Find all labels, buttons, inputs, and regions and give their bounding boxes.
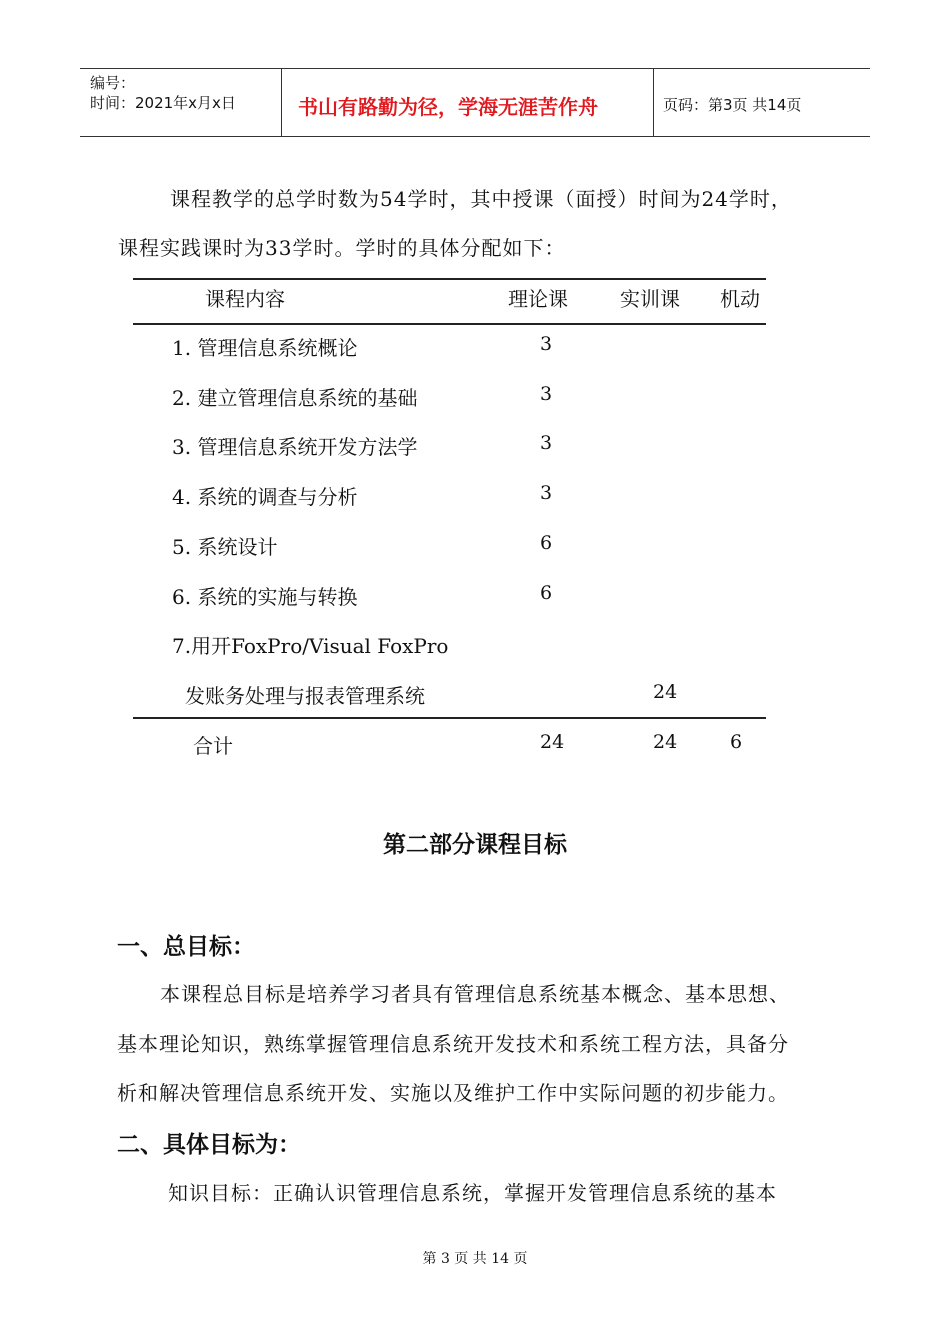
table-total-theory: 24 — [540, 731, 565, 753]
table-total-flex: 6 — [730, 731, 743, 753]
table-header-rule — [133, 323, 766, 325]
time-label: 时间：2021年x月x日 — [90, 94, 236, 112]
header-divider — [281, 68, 282, 137]
table-row-content: 2. 建立管理信息系统的基础 — [172, 386, 418, 410]
header-bottom-border — [80, 136, 870, 137]
table-row-practice: 24 — [653, 681, 678, 703]
goal-heading-overall: 一、总目标： — [117, 934, 255, 960]
goal-specific-line-1: 知识目标：正确认识管理信息系统，掌握开发管理信息系统的基本 — [168, 1181, 777, 1205]
table-row-content: 发账务处理与报表管理系统 — [185, 684, 425, 708]
goal-overall-line-3: 析和解决管理信息系统开发、实施以及维护工作中实际问题的初步能力。 — [117, 1081, 789, 1105]
page-info: 页码：第3页 共14页 — [663, 96, 802, 114]
goal-heading-specific: 二、具体目标为： — [117, 1132, 301, 1158]
table-row-content: 5. 系统设计 — [172, 535, 278, 559]
section-title: 第二部分课程目标 — [383, 832, 567, 858]
header-divider — [653, 68, 654, 137]
table-row-theory: 3 — [540, 333, 553, 355]
intro-line-2: 课程实践课时为33学时。学时的具体分配如下： — [118, 236, 566, 260]
table-row-theory: 3 — [540, 432, 553, 454]
table-row-theory: 6 — [540, 582, 553, 604]
goal-overall-line-2: 基本理论知识，熟练掌握管理信息系统开发技术和系统工程方法，具备分 — [117, 1032, 789, 1056]
table-top-rule — [133, 278, 766, 280]
table-row-content: 7.用开FoxPro/Visual FoxPro — [172, 634, 449, 658]
table-row-theory: 3 — [540, 383, 553, 405]
table-row-content: 1. 管理信息系统概论 — [172, 336, 358, 360]
table-row-theory: 6 — [540, 532, 553, 554]
table-header-content: 课程内容 — [205, 287, 285, 311]
serial-label: 编号： — [90, 74, 136, 92]
table-total-practice: 24 — [653, 731, 678, 753]
header-motto: 书山有路勤为径，学海无涯苦作舟 — [298, 95, 598, 119]
table-row-theory: 3 — [540, 482, 553, 504]
page-footer: 第 3 页 共 14 页 — [422, 1251, 528, 1267]
table-row-content: 3. 管理信息系统开发方法学 — [172, 435, 418, 459]
table-row-content: 4. 系统的调查与分析 — [172, 485, 358, 509]
intro-line-1: 课程教学的总学时数为54学时，其中授课（面授）时间为24学时， — [170, 187, 792, 211]
table-total-label: 合计 — [193, 734, 233, 758]
table-row-content: 6. 系统的实施与转换 — [172, 585, 358, 609]
goal-overall-line-1: 本课程总目标是培养学习者具有管理信息系统基本概念、基本思想、 — [160, 982, 790, 1006]
table-header-practice: 实训课 — [620, 287, 680, 311]
header-top-border — [80, 68, 870, 69]
table-header-flex: 机动 — [720, 287, 760, 311]
table-total-rule — [133, 717, 766, 719]
table-header-theory: 理论课 — [508, 287, 568, 311]
